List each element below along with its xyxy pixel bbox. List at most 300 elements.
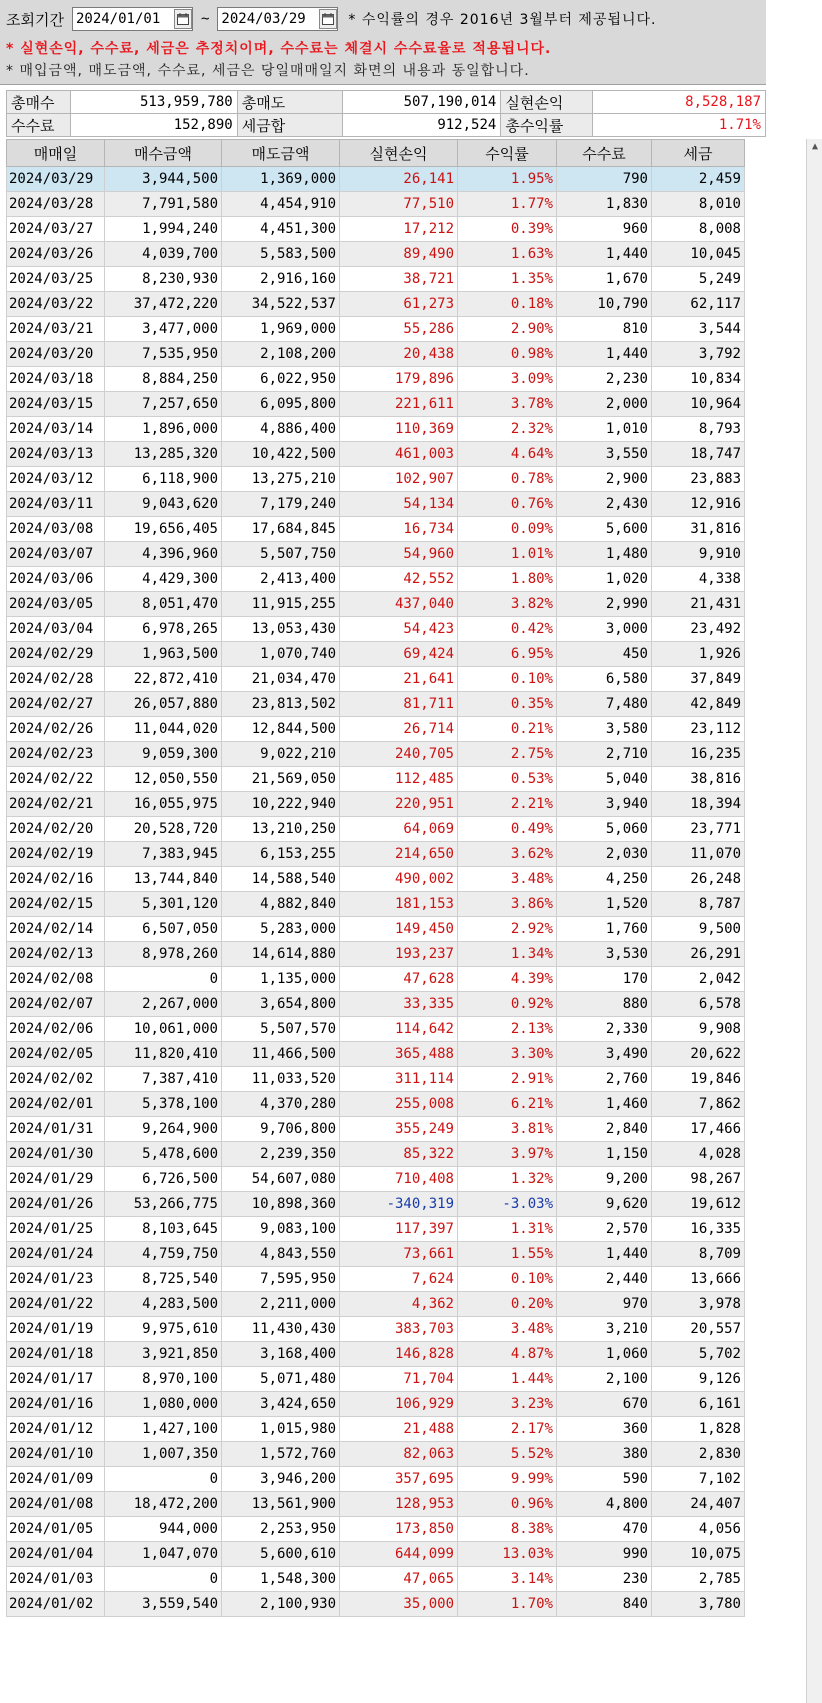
- cell-tax: 10,075: [652, 1542, 745, 1567]
- cell-tax: 2,830: [652, 1442, 745, 1467]
- table-row[interactable]: [7, 867, 745, 892]
- cell-fee: 960: [557, 217, 652, 242]
- cell-tax: 3,792: [652, 342, 745, 367]
- cell-tax: 23,771: [652, 817, 745, 842]
- cell-sell: 5,600,610: [222, 1542, 340, 1567]
- table-row[interactable]: [7, 892, 745, 917]
- cell-sell: 1,070,740: [222, 642, 340, 667]
- cell-return: 0.18%: [458, 292, 557, 317]
- cell-tax: 4,028: [652, 1142, 745, 1167]
- cell-date: 2024/03/21: [7, 317, 105, 342]
- table-row[interactable]: [7, 817, 745, 842]
- scroll-up-arrow[interactable]: ▲: [811, 141, 819, 152]
- cell-buy: 1,427,100: [105, 1417, 222, 1442]
- col-header-tax[interactable]: 세금: [652, 140, 745, 167]
- cell-date: 2024/01/09: [7, 1467, 105, 1492]
- cell-buy: 6,118,900: [105, 467, 222, 492]
- cell-buy: 4,429,300: [105, 567, 222, 592]
- cell-realized: 61,273: [340, 292, 458, 317]
- cell-return: 8.38%: [458, 1517, 557, 1542]
- cell-tax: 19,846: [652, 1067, 745, 1092]
- table-row[interactable]: [7, 792, 745, 817]
- cell-tax: 3,978: [652, 1292, 745, 1317]
- cell-date: 2024/01/19: [7, 1317, 105, 1342]
- cell-date: 2024/03/29: [7, 167, 105, 192]
- cell-sell: 17,684,845: [222, 517, 340, 542]
- cell-realized: 42,552: [340, 567, 458, 592]
- cell-fee: 5,040: [557, 767, 652, 792]
- query-panel: [0, 0, 766, 85]
- cell-sell: 1,135,000: [222, 967, 340, 992]
- cell-date: 2024/02/27: [7, 692, 105, 717]
- cell-fee: 1,440: [557, 242, 652, 267]
- total-buy-value: 513,959,780: [70, 91, 237, 114]
- cell-return: 3.97%: [458, 1142, 557, 1167]
- cell-sell: 5,283,000: [222, 917, 340, 942]
- cell-sell: 9,706,800: [222, 1117, 340, 1142]
- cell-sell: 34,522,537: [222, 292, 340, 317]
- cell-tax: 23,492: [652, 617, 745, 642]
- cell-realized: 81,711: [340, 692, 458, 717]
- cell-sell: 13,561,900: [222, 1492, 340, 1517]
- table-row[interactable]: [7, 292, 745, 317]
- cell-date: 2024/01/30: [7, 1142, 105, 1167]
- consistency-note: * 매입금액, 매도금액, 수수료, 세금은 당일매매일지 화면의 내용과 동일합니다.: [6, 63, 530, 79]
- table-row[interactable]: [7, 267, 745, 292]
- cell-fee: 2,900: [557, 467, 652, 492]
- cell-date: 2024/03/07: [7, 542, 105, 567]
- cell-tax: 7,862: [652, 1092, 745, 1117]
- cell-tax: 9,500: [652, 917, 745, 942]
- cell-fee: 670: [557, 1392, 652, 1417]
- cell-buy: 3,944,500: [105, 167, 222, 192]
- cell-buy: 13,285,320: [105, 442, 222, 467]
- cell-fee: 1,760: [557, 917, 652, 942]
- cell-sell: 1,548,300: [222, 1567, 340, 1592]
- cell-buy: 1,047,070: [105, 1542, 222, 1567]
- cell-realized: 82,063: [340, 1442, 458, 1467]
- table-row[interactable]: [7, 517, 745, 542]
- table-row[interactable]: [7, 767, 745, 792]
- cell-buy: 26,057,880: [105, 692, 222, 717]
- table-row[interactable]: [7, 1517, 745, 1542]
- calendar-icon[interactable]: [174, 9, 192, 29]
- cell-buy: 2,267,000: [105, 992, 222, 1017]
- cell-tax: 26,291: [652, 942, 745, 967]
- cell-realized: 26,141: [340, 167, 458, 192]
- cell-return: 3.86%: [458, 892, 557, 917]
- cell-date: 2024/01/17: [7, 1367, 105, 1392]
- table-row[interactable]: [7, 1492, 745, 1517]
- cell-fee: 2,710: [557, 742, 652, 767]
- cell-tax: 31,816: [652, 517, 745, 542]
- cell-realized: 38,721: [340, 267, 458, 292]
- cell-date: 2024/02/28: [7, 667, 105, 692]
- cell-buy: 3,921,850: [105, 1342, 222, 1367]
- cell-sell: 3,654,800: [222, 992, 340, 1017]
- total-return-value: 1.71%: [593, 114, 766, 137]
- cell-buy: 6,726,500: [105, 1167, 222, 1192]
- cell-realized: 644,099: [340, 1542, 458, 1567]
- table-row[interactable]: [7, 617, 745, 642]
- cell-return: 3.09%: [458, 367, 557, 392]
- cell-sell: 21,569,050: [222, 767, 340, 792]
- cell-buy: 1,896,000: [105, 417, 222, 442]
- cell-date: 2024/02/19: [7, 842, 105, 867]
- cell-fee: 1,020: [557, 567, 652, 592]
- cell-realized: 490,002: [340, 867, 458, 892]
- cell-sell: 11,466,500: [222, 1042, 340, 1067]
- table-row[interactable]: [7, 1067, 745, 1092]
- cell-date: 2024/01/29: [7, 1167, 105, 1192]
- cell-realized: 220,951: [340, 792, 458, 817]
- cell-realized: 85,322: [340, 1142, 458, 1167]
- cell-sell: 3,424,650: [222, 1392, 340, 1417]
- cell-date: 2024/01/22: [7, 1292, 105, 1317]
- table-row[interactable]: [7, 592, 745, 617]
- table-row[interactable]: [7, 1292, 745, 1317]
- cell-buy: 16,055,975: [105, 792, 222, 817]
- cell-realized: 181,153: [340, 892, 458, 917]
- cell-realized: 77,510: [340, 192, 458, 217]
- table-row[interactable]: [7, 367, 745, 392]
- cell-fee: 5,600: [557, 517, 652, 542]
- cell-fee: 1,010: [557, 417, 652, 442]
- cell-buy: 4,039,700: [105, 242, 222, 267]
- cell-buy: 3,559,540: [105, 1592, 222, 1617]
- table-row[interactable]: [7, 742, 745, 767]
- table-row[interactable]: [7, 492, 745, 517]
- cell-realized: 112,485: [340, 767, 458, 792]
- cell-tax: 5,249: [652, 267, 745, 292]
- table-row[interactable]: [7, 342, 745, 367]
- cell-realized: 311,114: [340, 1067, 458, 1092]
- cell-sell: 3,946,200: [222, 1467, 340, 1492]
- cell-return: 0.35%: [458, 692, 557, 717]
- table-row[interactable]: [7, 1317, 745, 1342]
- table-row[interactable]: [7, 942, 745, 967]
- table-row[interactable]: [7, 242, 745, 267]
- table-row[interactable]: [7, 1267, 745, 1292]
- table-row[interactable]: [7, 1442, 745, 1467]
- cell-sell: 9,083,100: [222, 1217, 340, 1242]
- table-row[interactable]: [7, 1042, 745, 1067]
- cell-tax: 6,161: [652, 1392, 745, 1417]
- table-row[interactable]: [7, 1417, 745, 1442]
- cell-return: 2.92%: [458, 917, 557, 942]
- table-row[interactable]: [7, 1017, 745, 1042]
- table-row[interactable]: [7, 917, 745, 942]
- cell-fee: 2,100: [557, 1367, 652, 1392]
- table-row[interactable]: [7, 1142, 745, 1167]
- cell-return: 6.95%: [458, 642, 557, 667]
- cell-date: 2024/02/16: [7, 867, 105, 892]
- cell-return: 0.09%: [458, 517, 557, 542]
- cell-tax: 62,117: [652, 292, 745, 317]
- summary-table: [6, 90, 766, 137]
- trade-journal-table: [6, 139, 745, 1617]
- cell-realized: 179,896: [340, 367, 458, 392]
- col-header-return[interactable]: 수익률: [458, 140, 557, 167]
- cell-fee: 2,760: [557, 1067, 652, 1092]
- cell-buy: 7,535,950: [105, 342, 222, 367]
- col-header-fee[interactable]: 수수료: [557, 140, 652, 167]
- start-date-field[interactable]: [72, 7, 193, 31]
- cell-buy: 4,283,500: [105, 1292, 222, 1317]
- cell-sell: 1,015,980: [222, 1417, 340, 1442]
- cell-fee: 170: [557, 967, 652, 992]
- cell-tax: 24,407: [652, 1492, 745, 1517]
- cell-tax: 8,793: [652, 417, 745, 442]
- cell-buy: 7,383,945: [105, 842, 222, 867]
- cell-buy: 11,820,410: [105, 1042, 222, 1067]
- table-row[interactable]: [7, 842, 745, 867]
- cell-fee: 1,520: [557, 892, 652, 917]
- cell-buy: 8,103,645: [105, 1217, 222, 1242]
- cell-fee: 2,230: [557, 367, 652, 392]
- cell-fee: 3,550: [557, 442, 652, 467]
- period-label: 조회기간: [6, 10, 64, 29]
- cell-buy: 7,791,580: [105, 192, 222, 217]
- cell-fee: 970: [557, 1292, 652, 1317]
- cell-realized: 89,490: [340, 242, 458, 267]
- cell-return: 1.44%: [458, 1367, 557, 1392]
- table-row[interactable]: [7, 717, 745, 742]
- cell-sell: 6,095,800: [222, 392, 340, 417]
- cell-date: 2024/02/13: [7, 942, 105, 967]
- cell-sell: 10,422,500: [222, 442, 340, 467]
- cell-realized: 4,362: [340, 1292, 458, 1317]
- table-row[interactable]: [7, 1542, 745, 1567]
- cell-buy: 8,051,470: [105, 592, 222, 617]
- cell-fee: 3,530: [557, 942, 652, 967]
- col-header-sell[interactable]: 매도금액: [222, 140, 340, 167]
- cell-sell: 6,153,255: [222, 842, 340, 867]
- total-return-label: 총수익률: [501, 114, 593, 137]
- cell-date: 2024/01/18: [7, 1342, 105, 1367]
- table-row[interactable]: [7, 1567, 745, 1592]
- cell-fee: 450: [557, 642, 652, 667]
- cell-date: 2024/02/06: [7, 1017, 105, 1042]
- cell-realized: 149,450: [340, 917, 458, 942]
- cell-realized: 193,237: [340, 942, 458, 967]
- cell-sell: 1,572,760: [222, 1442, 340, 1467]
- cell-date: 2024/03/28: [7, 192, 105, 217]
- total-sell-label: 총매도: [237, 91, 342, 114]
- table-row[interactable]: [7, 542, 745, 567]
- cell-buy: 0: [105, 1467, 222, 1492]
- col-header-realized[interactable]: 실현손익: [340, 140, 458, 167]
- cell-date: 2024/03/26: [7, 242, 105, 267]
- table-row[interactable]: [7, 1367, 745, 1392]
- cell-tax: 98,267: [652, 1167, 745, 1192]
- cell-buy: 18,472,200: [105, 1492, 222, 1517]
- cell-tax: 10,045: [652, 242, 745, 267]
- cell-date: 2024/01/02: [7, 1592, 105, 1617]
- table-row[interactable]: [7, 1192, 745, 1217]
- cell-return: 2.21%: [458, 792, 557, 817]
- cell-realized: 54,960: [340, 542, 458, 567]
- cell-fee: 2,440: [557, 1267, 652, 1292]
- table-row[interactable]: [7, 1592, 745, 1617]
- cell-return: 0.98%: [458, 342, 557, 367]
- cell-realized: 26,714: [340, 717, 458, 742]
- cell-date: 2024/01/10: [7, 1442, 105, 1467]
- table-row[interactable]: [7, 417, 745, 442]
- table-row[interactable]: [7, 317, 745, 342]
- table-row[interactable]: [7, 467, 745, 492]
- cell-tax: 17,466: [652, 1117, 745, 1142]
- table-row[interactable]: [7, 1167, 745, 1192]
- table-row[interactable]: [7, 1392, 745, 1417]
- cell-buy: 10,061,000: [105, 1017, 222, 1042]
- cell-sell: 10,222,940: [222, 792, 340, 817]
- cell-sell: 14,588,540: [222, 867, 340, 892]
- cell-realized: 69,424: [340, 642, 458, 667]
- table-row[interactable]: [7, 1092, 745, 1117]
- right-strip: [766, 0, 822, 139]
- cell-return: 1.35%: [458, 267, 557, 292]
- cell-return: 0.76%: [458, 492, 557, 517]
- cell-return: 2.90%: [458, 317, 557, 342]
- cell-tax: 20,622: [652, 1042, 745, 1067]
- cell-tax: 3,544: [652, 317, 745, 342]
- table-row[interactable]: [7, 1467, 745, 1492]
- cell-fee: 9,620: [557, 1192, 652, 1217]
- table-row[interactable]: [7, 392, 745, 417]
- cell-date: 2024/02/29: [7, 642, 105, 667]
- cell-return: 2.32%: [458, 417, 557, 442]
- cell-tax: 6,578: [652, 992, 745, 1017]
- table-row[interactable]: [7, 217, 745, 242]
- cell-buy: 1,007,350: [105, 1442, 222, 1467]
- cell-fee: 470: [557, 1517, 652, 1542]
- cell-return: 3.48%: [458, 867, 557, 892]
- cell-realized: 128,953: [340, 1492, 458, 1517]
- cell-tax: 9,908: [652, 1017, 745, 1042]
- calendar-icon[interactable]: [319, 9, 337, 29]
- cell-fee: 2,000: [557, 392, 652, 417]
- cell-buy: 9,043,620: [105, 492, 222, 517]
- vertical-scrollbar[interactable]: [806, 139, 822, 1703]
- cell-tax: 9,910: [652, 542, 745, 567]
- cell-fee: 3,490: [557, 1042, 652, 1067]
- cell-fee: 380: [557, 1442, 652, 1467]
- table-row[interactable]: [7, 192, 745, 217]
- cell-return: 2.17%: [458, 1417, 557, 1442]
- cell-buy: 5,378,100: [105, 1092, 222, 1117]
- cell-realized: 7,624: [340, 1267, 458, 1292]
- cell-date: 2024/03/25: [7, 267, 105, 292]
- cell-date: 2024/01/26: [7, 1192, 105, 1217]
- cell-tax: 2,042: [652, 967, 745, 992]
- cell-realized: 357,695: [340, 1467, 458, 1492]
- cell-fee: 1,460: [557, 1092, 652, 1117]
- cell-tax: 21,431: [652, 592, 745, 617]
- cell-date: 2024/03/11: [7, 492, 105, 517]
- cell-sell: 14,614,880: [222, 942, 340, 967]
- cell-return: 3.62%: [458, 842, 557, 867]
- cell-fee: 2,840: [557, 1117, 652, 1142]
- cell-fee: 9,200: [557, 1167, 652, 1192]
- cell-tax: 8,709: [652, 1242, 745, 1267]
- cell-fee: 990: [557, 1542, 652, 1567]
- table-row[interactable]: [7, 1117, 745, 1142]
- cell-return: 0.10%: [458, 1267, 557, 1292]
- table-row[interactable]: [7, 692, 745, 717]
- cell-realized: 255,008: [340, 1092, 458, 1117]
- summary-row: [7, 114, 766, 137]
- cell-buy: 944,000: [105, 1517, 222, 1542]
- table-row[interactable]: [7, 967, 745, 992]
- cell-date: 2024/03/18: [7, 367, 105, 392]
- cell-return: 0.96%: [458, 1492, 557, 1517]
- cell-buy: 9,975,610: [105, 1317, 222, 1342]
- cell-sell: 54,607,080: [222, 1167, 340, 1192]
- cell-tax: 10,964: [652, 392, 745, 417]
- table-row[interactable]: [7, 1342, 745, 1367]
- cell-sell: 4,370,280: [222, 1092, 340, 1117]
- table-row[interactable]: [7, 667, 745, 692]
- cell-sell: 12,844,500: [222, 717, 340, 742]
- col-header-date[interactable]: 매매일: [7, 140, 105, 167]
- cell-realized: 16,734: [340, 517, 458, 542]
- cell-sell: 11,430,430: [222, 1317, 340, 1342]
- cell-tax: 9,126: [652, 1367, 745, 1392]
- estimate-warning: * 실현손익, 수수료, 세금은 추정치이며, 수수료는 체결시 수수료율로 적용됩니다.: [6, 41, 552, 57]
- cell-tax: 10,834: [652, 367, 745, 392]
- cell-date: 2024/02/01: [7, 1092, 105, 1117]
- cell-sell: 23,813,502: [222, 692, 340, 717]
- cell-date: 2024/03/13: [7, 442, 105, 467]
- table-row[interactable]: [7, 992, 745, 1017]
- cell-buy: 0: [105, 1567, 222, 1592]
- cell-realized: 55,286: [340, 317, 458, 342]
- table-row[interactable]: [7, 167, 745, 192]
- cell-tax: 1,926: [652, 642, 745, 667]
- table-row[interactable]: [7, 642, 745, 667]
- table-row[interactable]: [7, 442, 745, 467]
- cell-tax: 7,102: [652, 1467, 745, 1492]
- cell-tax: 23,112: [652, 717, 745, 742]
- start-date-value: 2024/01/01: [75, 11, 161, 27]
- cell-fee: 4,250: [557, 867, 652, 892]
- cell-buy: 4,396,960: [105, 542, 222, 567]
- cell-realized: 64,069: [340, 817, 458, 842]
- col-header-buy[interactable]: 매수금액: [105, 140, 222, 167]
- cell-fee: 2,570: [557, 1217, 652, 1242]
- cell-return: 0.53%: [458, 767, 557, 792]
- fee-value: 152,890: [70, 114, 237, 137]
- cell-tax: 8,008: [652, 217, 745, 242]
- total-buy-label: 총매수: [7, 91, 71, 114]
- cell-buy: 8,725,540: [105, 1267, 222, 1292]
- table-row[interactable]: [7, 1242, 745, 1267]
- cell-return: 9.99%: [458, 1467, 557, 1492]
- cell-fee: 10,790: [557, 292, 652, 317]
- cell-fee: 2,430: [557, 492, 652, 517]
- cell-return: 1.77%: [458, 192, 557, 217]
- cell-tax: 3,780: [652, 1592, 745, 1617]
- cell-return: 0.78%: [458, 467, 557, 492]
- end-date-field[interactable]: [217, 7, 338, 31]
- cell-tax: 26,248: [652, 867, 745, 892]
- cell-realized: -340,319: [340, 1192, 458, 1217]
- cell-date: 2024/03/15: [7, 392, 105, 417]
- table-row[interactable]: [7, 1217, 745, 1242]
- table-row[interactable]: [7, 567, 745, 592]
- cell-fee: 880: [557, 992, 652, 1017]
